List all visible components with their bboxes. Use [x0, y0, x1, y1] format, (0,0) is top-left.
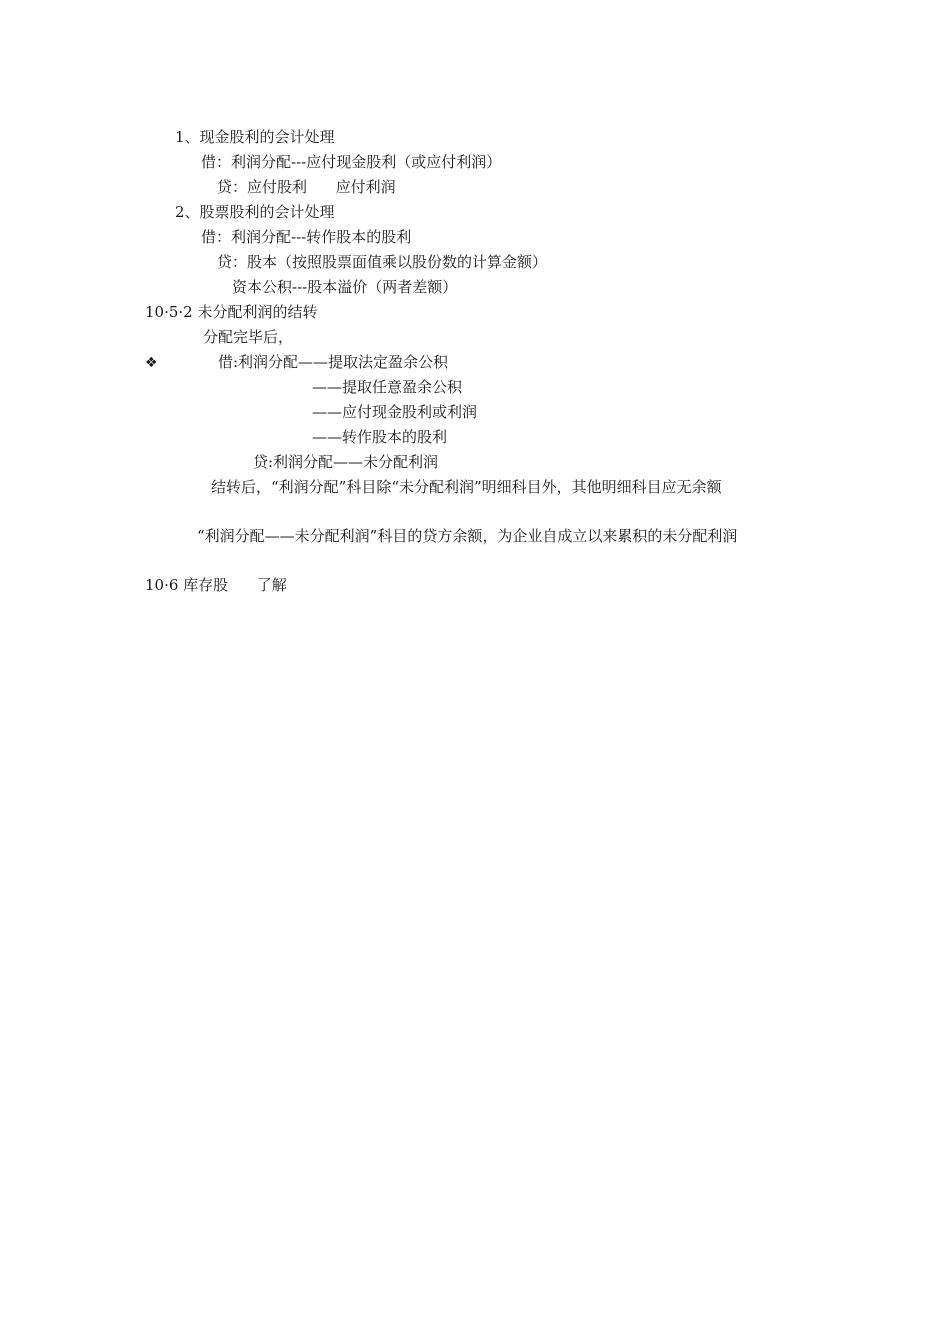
debit-line-transfer: 借:利润分配——提取法定盈余公积 — [218, 353, 449, 371]
section-heading-treasury-stock: 10·6 库存股 了解 — [145, 576, 287, 594]
debit-line-stock: 借：利润分配---转作股本的股利 — [201, 228, 412, 246]
sub-entry-cash-dividend: ——应付现金股利或利润 — [312, 403, 478, 421]
paragraph-credit-balance: “利润分配——未分配利润”科目的贷方余额，为企业自成立以来累积的未分配利润 — [197, 527, 738, 545]
credit-line-cash: 贷：应付股利 应付利润 — [217, 178, 396, 196]
sub-entry-stock-dividend: ——转作股本的股利 — [312, 428, 448, 446]
credit-line-transfer: 贷:利润分配——未分配利润 — [253, 453, 439, 471]
debit-line-cash: 借：利润分配---应付现金股利（或应付利润） — [201, 153, 502, 171]
diamond-bullet-icon: ❖ — [145, 354, 158, 370]
heading-cash-dividend: 1、现金股利的会计处理 — [175, 128, 335, 146]
after-distribution-text: 分配完毕后， — [203, 328, 294, 346]
heading-stock-dividend: 2、股票股利的会计处理 — [175, 203, 335, 221]
credit-line-capital-reserve: 资本公积---股本溢价（两者差额） — [232, 278, 458, 296]
section-heading-undistributed-profit: 10·5·2 未分配利润的结转 — [145, 303, 318, 321]
paragraph-after-transfer: 结转后，“利润分配”科目除“未分配利润”明细科目外，其他明细科目应无余额 — [211, 478, 722, 496]
sub-entry-discretionary-reserve: ——提取任意盈余公积 — [312, 378, 463, 396]
credit-line-stock: 贷：股本（按照股票面值乘以股份数的计算金额） — [217, 253, 548, 271]
